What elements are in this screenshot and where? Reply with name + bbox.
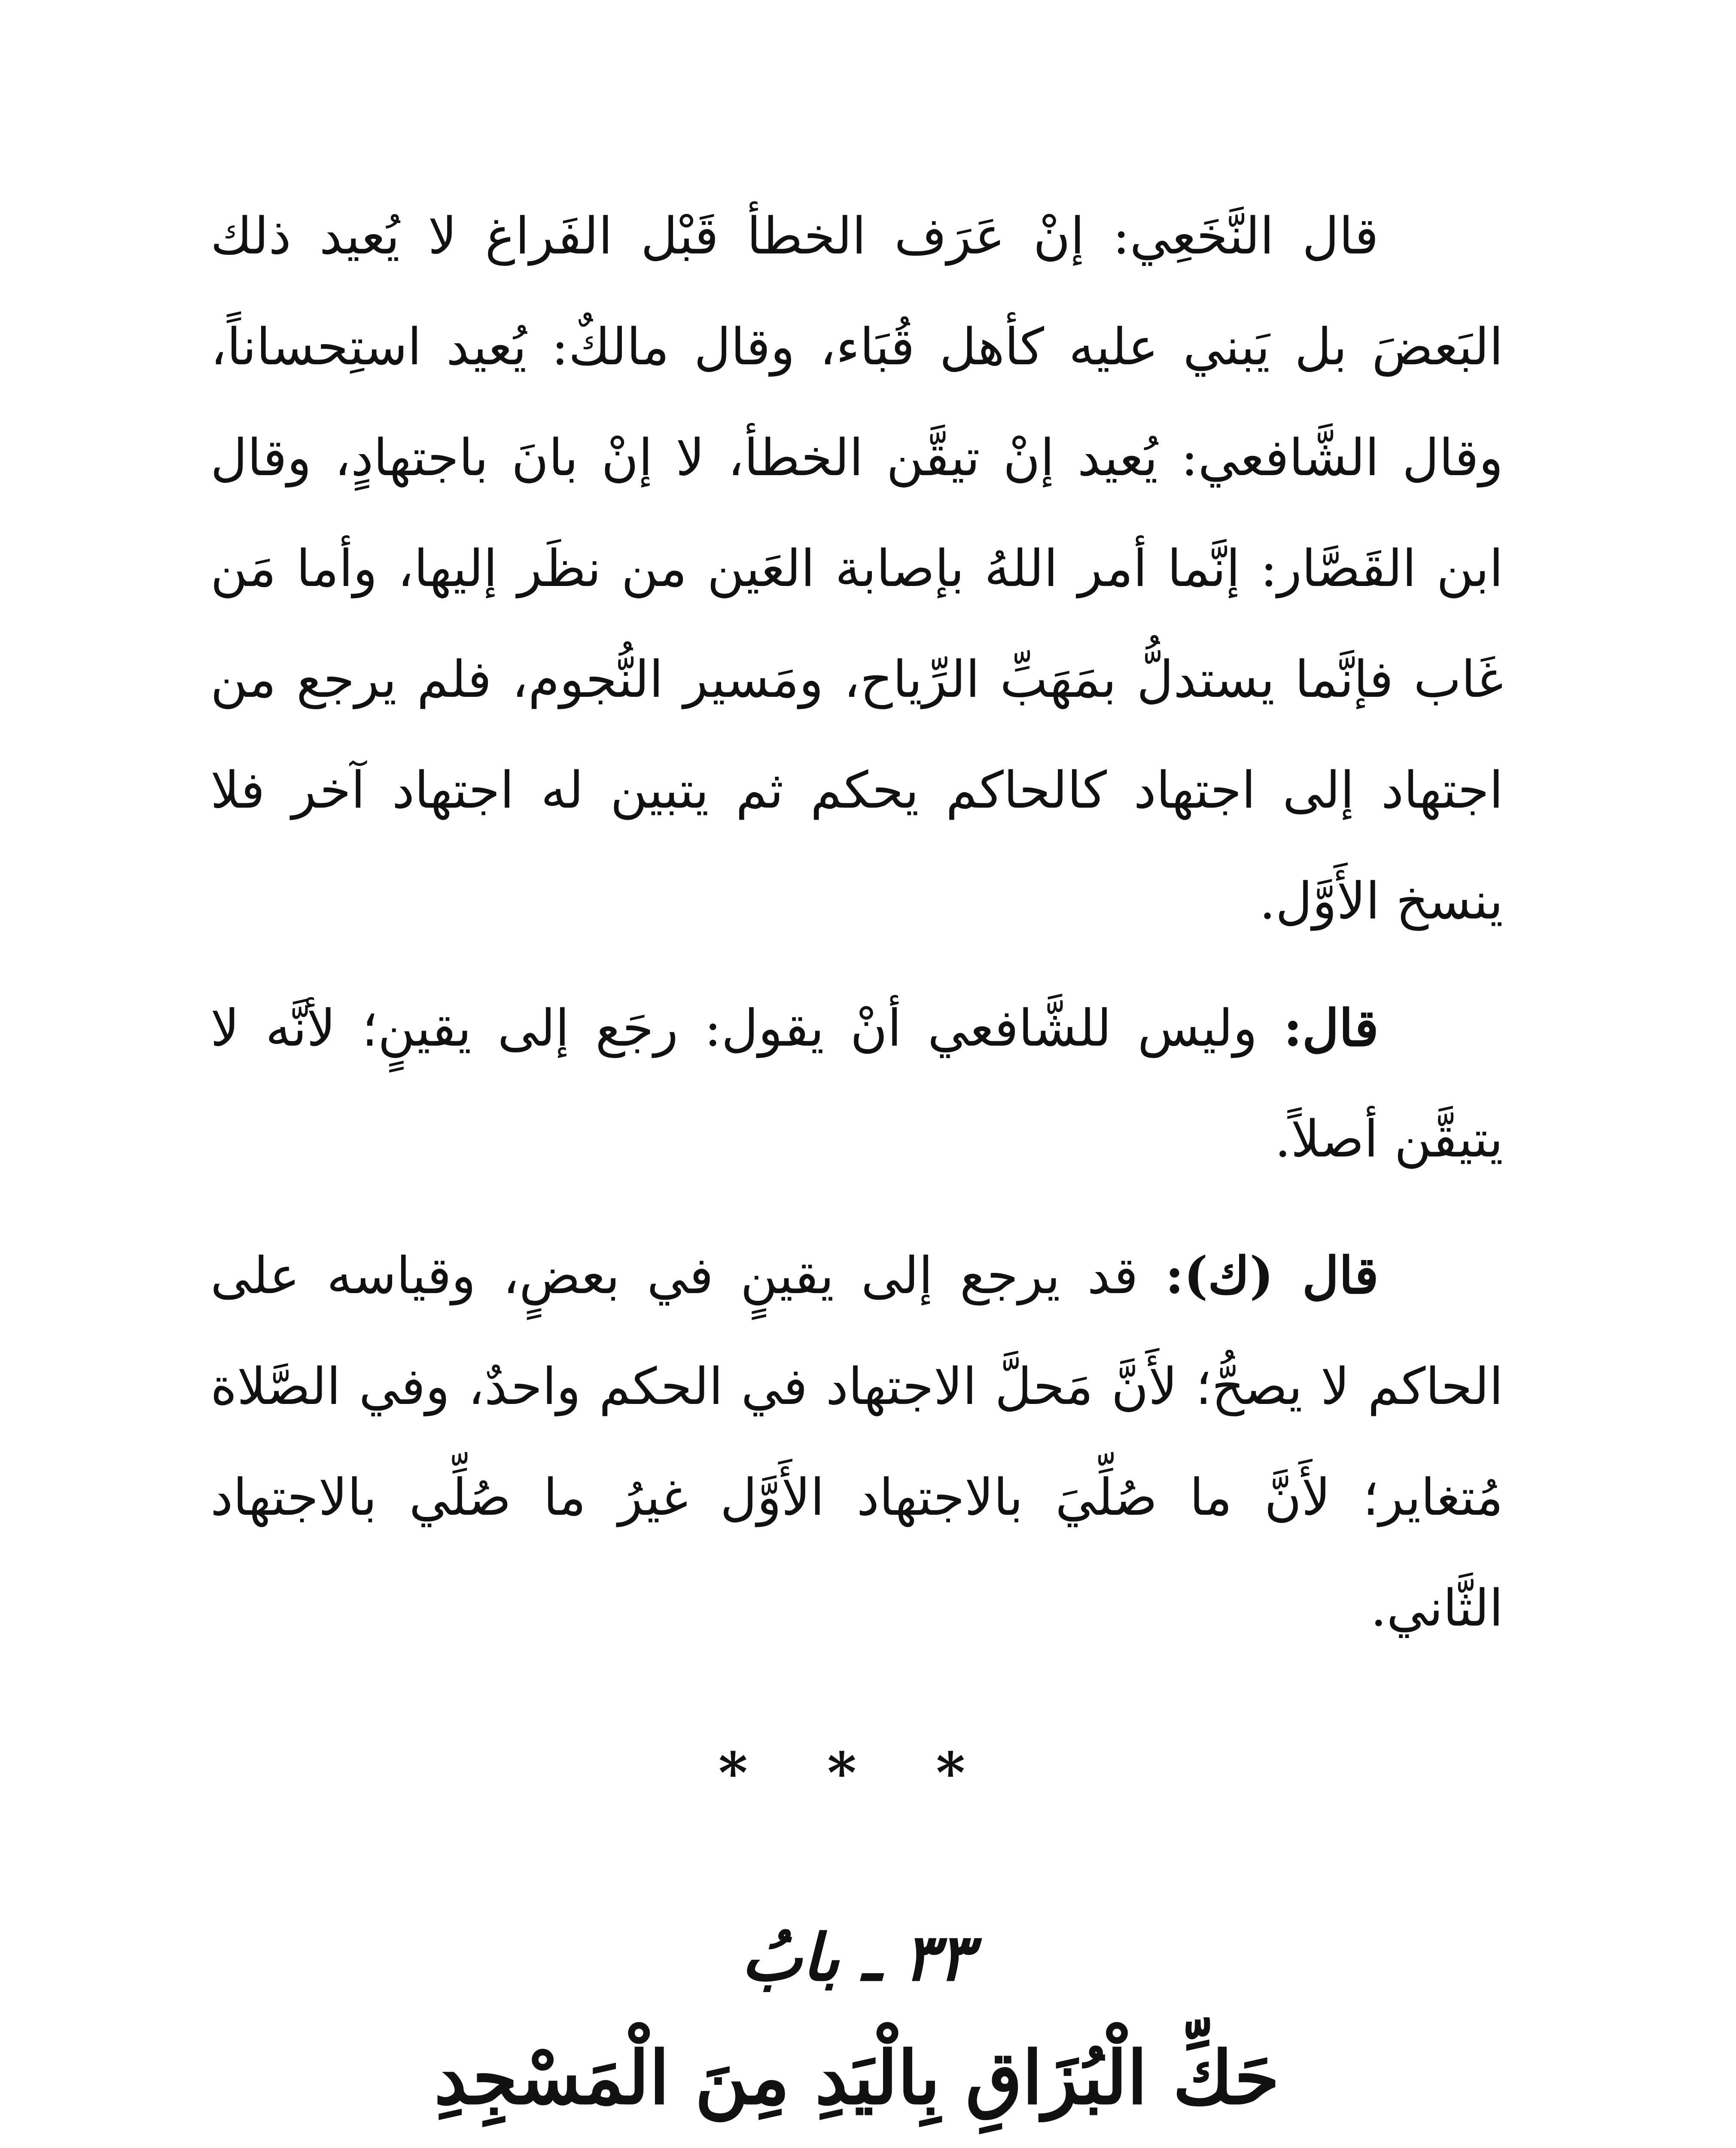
paragraph-2-body: وليس للشَّافعي أنْ يقول: رجَع إلى يقينٍ؛ لأنَّه لا يتيقَّن أصلاً.	[210, 998, 1503, 1169]
commentary-paragraph-1: قال النَّخَعِي: إنْ عَرَف الخطأ قَبْل الفَراغ لا يُعيد ذلك البَعضَ بل يَبني عليه كأهل قُبَاء، وقال مالكٌ: يُعيد استِحساناً، وقال الشَّافعي: يُعيد إنْ تيقَّن الخطأ، لا إنْ بانَ باجتهادٍ، وقال ابن القَصَّار: إنَّما أمر اللهُ بإصابة العَين من نظَر إليها، وأما مَن غَاب فإنَّما يستدلُّ بمَهَبِّ الرِّياح، ومَسير النُّجوم، فلم يرجع من اجتهاد إلى اجتهاد كالحاكم يحكم ثم يتبين له اجتهاد آخر فلا ينسخ الأَوَّل.	[210, 206, 1503, 931]
paragraph-2-lead: قال:	[1283, 998, 1379, 1058]
paragraph-3-lead: قال (ك):	[1165, 1245, 1379, 1305]
chapter-number: ٣٣ ـ بابُ	[741, 1920, 973, 1995]
commentary-paragraph-2	[210, 973, 1503, 1194]
paragraph-3-body: قد يرجع إلى يقينٍ في بعضٍ، وقياسه على الحاكم لا يصحُّ؛ لأَنَّ مَحلَّ الاجتهاد في الحكم واحدٌ، وفي الصَّلاة مُتغاير؛ لأَنَّ ما صُلِّيَ بالاجتهاد الأَوَّل غيرُ ما صُلِّي بالاجتهاد الثَّاني.	[210, 1246, 1504, 1638]
page-body	[210, 180, 1503, 2148]
commentary-paragraph-3	[210, 1220, 1503, 1663]
section-separator: * * *	[718, 1740, 996, 1806]
chapter-title: حَكِّ الْبُزَاقِ بِالْيَدِ مِنَ الْمَسْجِدِ	[434, 2035, 1280, 2121]
